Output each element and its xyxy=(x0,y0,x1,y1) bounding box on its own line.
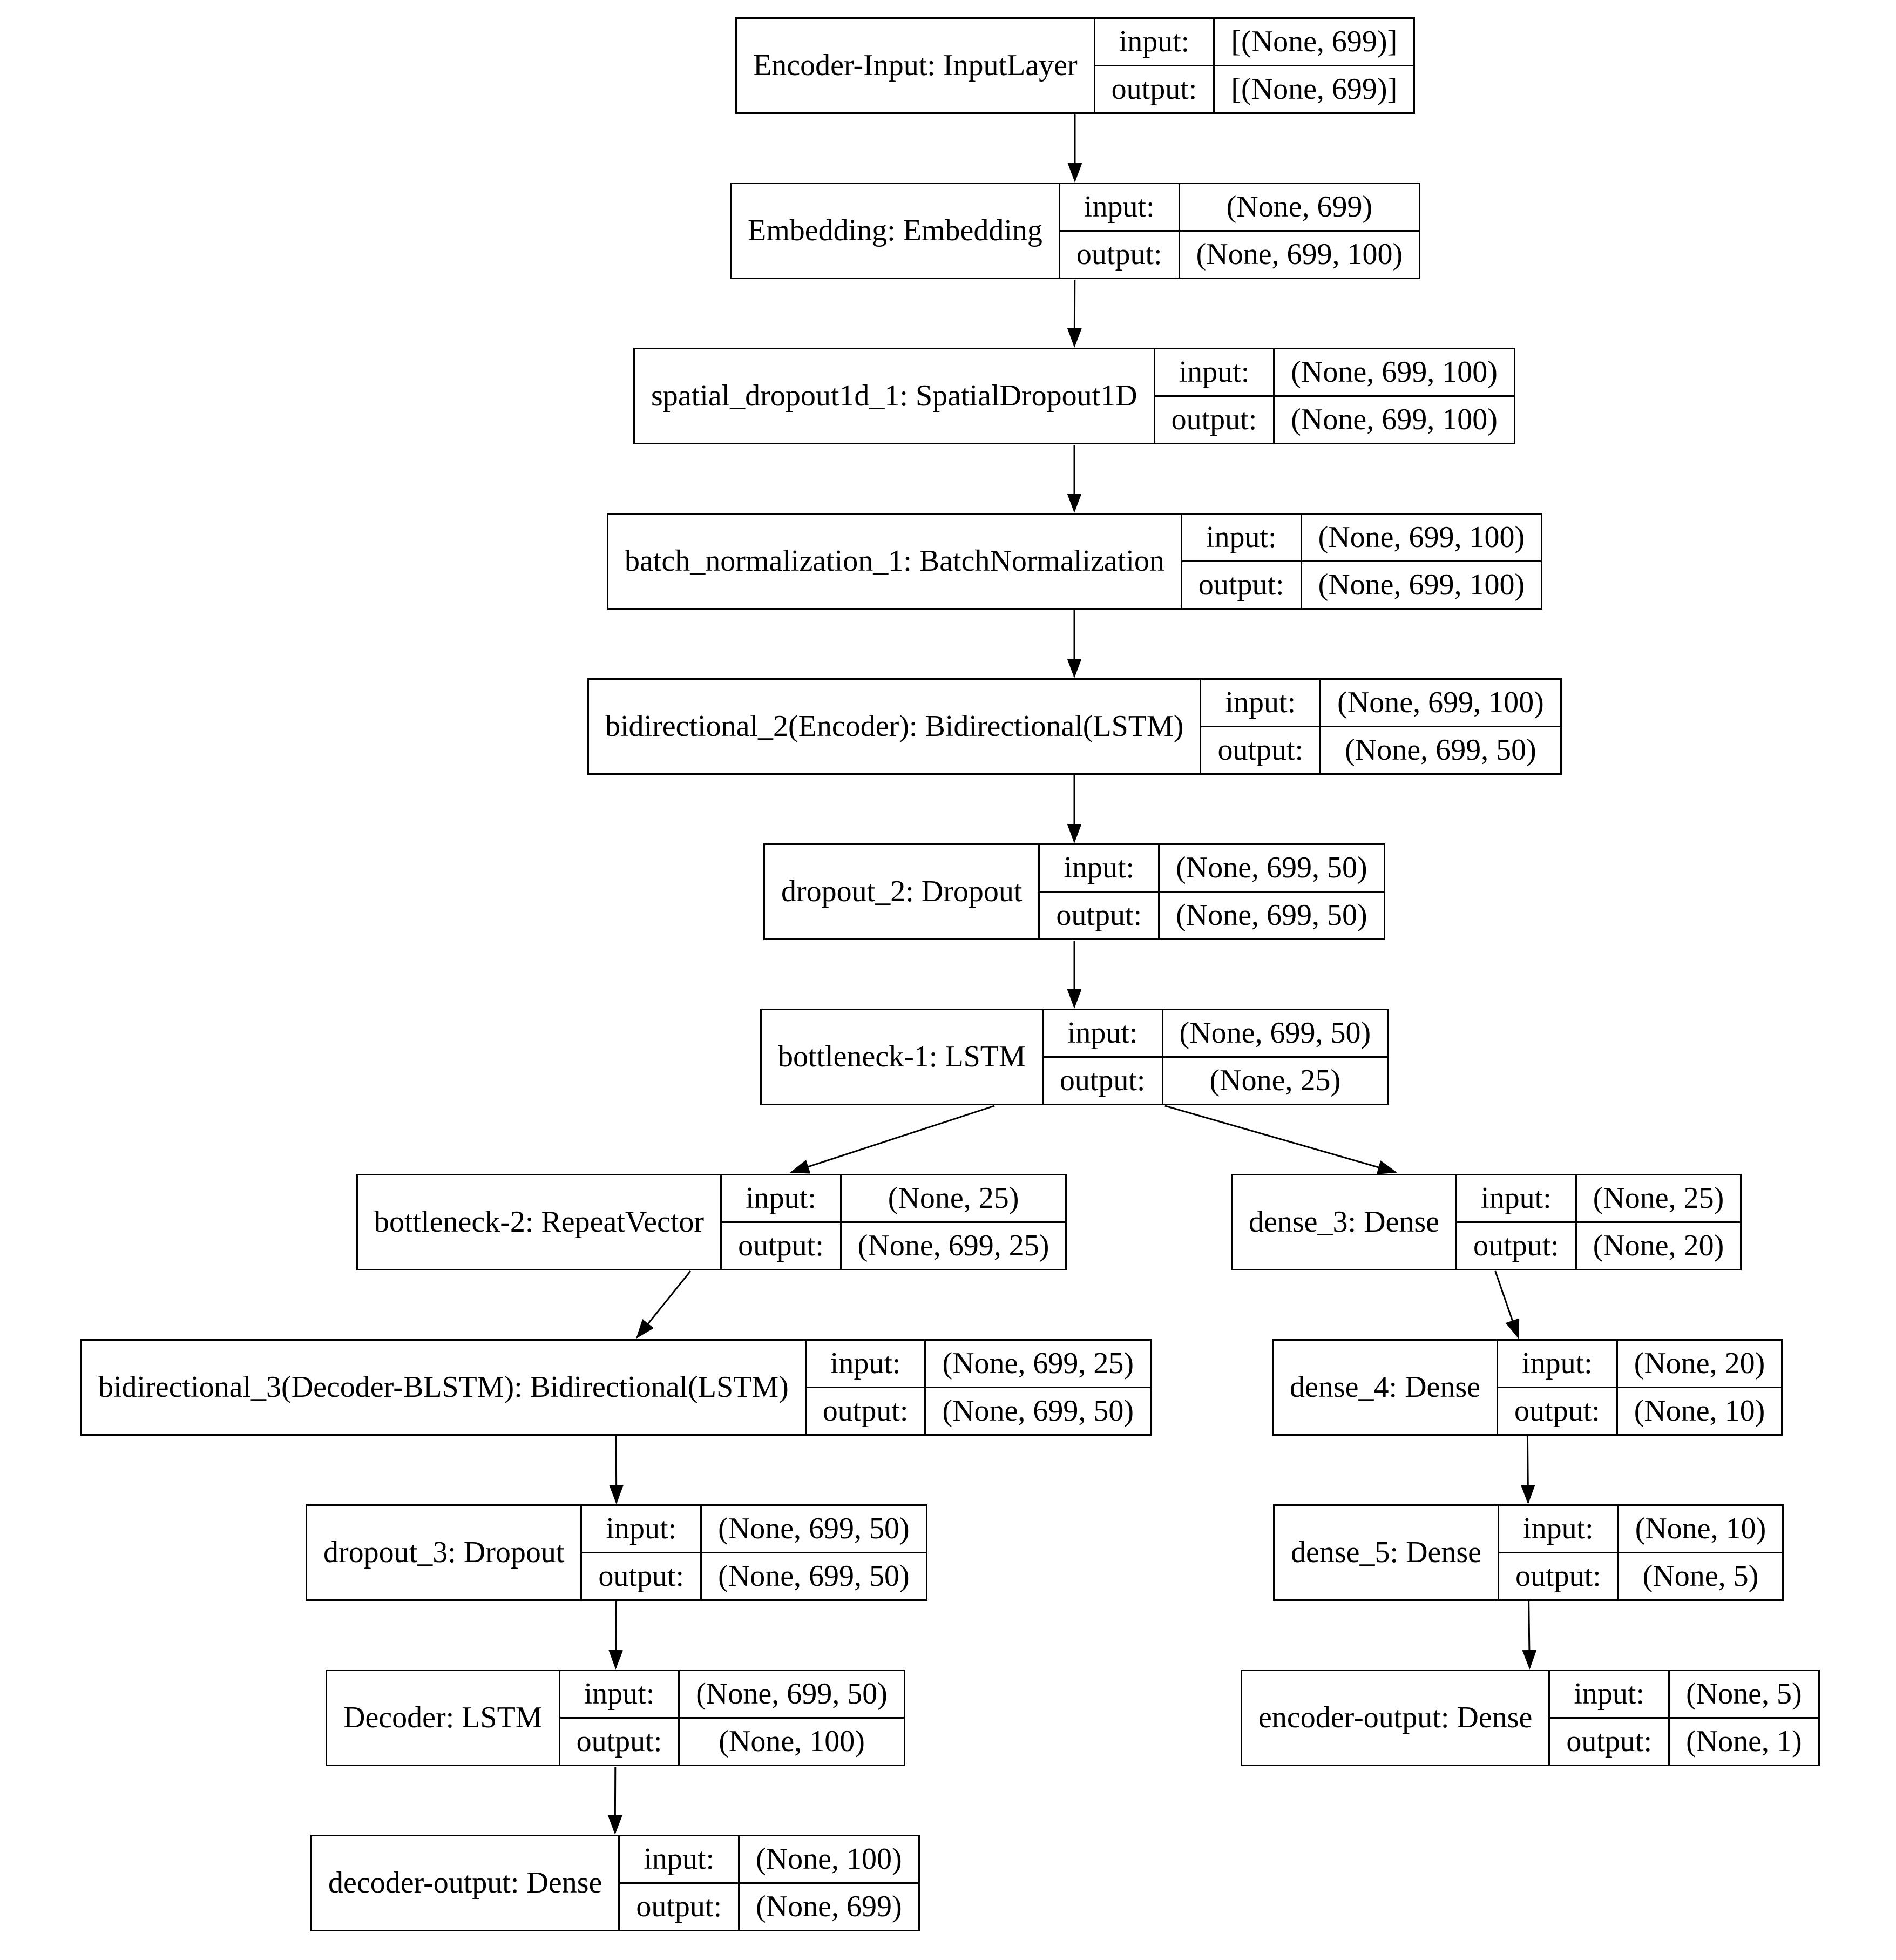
output-shape: (None, 699, 50) xyxy=(1321,726,1561,774)
layer-node-spatial-dropout1d-1 xyxy=(633,348,1515,444)
layer-title: bidirectional_2(Encoder): Bidirectional(LSTM) xyxy=(588,679,1201,774)
output-shape: (None, 100) xyxy=(679,1718,905,1765)
output-label: output: xyxy=(1094,65,1214,113)
output-label: output: xyxy=(1499,1552,1619,1600)
input-shape: (None, 699, 100) xyxy=(1301,514,1542,562)
layer-title: dropout_3: Dropout xyxy=(307,1505,581,1600)
layer-title: Encoder-Input: InputLayer xyxy=(736,18,1095,113)
edge-dense-3-to-dense-4 xyxy=(1495,1271,1519,1337)
layer-node-bidirectional-2 xyxy=(587,678,1562,775)
output-shape: (None, 25) xyxy=(1162,1057,1388,1104)
edge-bottleneck-2-to-bidirectional-3 xyxy=(637,1271,690,1337)
input-label: input: xyxy=(1039,844,1159,892)
edge-bidirectional-3-to-dropout-3 xyxy=(616,1436,617,1503)
input-label: input: xyxy=(1499,1505,1619,1553)
layer-node-bidirectional-3 xyxy=(80,1339,1152,1436)
layer-node-embedding xyxy=(730,183,1420,279)
output-shape: (None, 699, 50) xyxy=(925,1387,1151,1435)
input-shape: (None, 699, 50) xyxy=(1162,1010,1388,1057)
layer-node-batch-normalization-1 xyxy=(607,513,1542,610)
output-shape: [(None, 699)] xyxy=(1214,65,1414,113)
layer-title: bottleneck-1: LSTM xyxy=(761,1010,1043,1105)
output-label: output: xyxy=(1498,1387,1617,1435)
input-shape: (None, 25) xyxy=(1576,1175,1741,1222)
layer-title: encoder-output: Dense xyxy=(1242,1671,1549,1766)
layer-node-bottleneck-1 xyxy=(760,1009,1389,1105)
output-label: output: xyxy=(1549,1718,1669,1765)
input-label: input: xyxy=(1457,1175,1576,1222)
output-label: output: xyxy=(1154,396,1274,443)
output-label: output: xyxy=(1059,231,1179,278)
layer-title: bidirectional_3(Decoder-BLSTM): Bidirectional(LSTM) xyxy=(82,1340,806,1435)
input-shape: [(None, 699)] xyxy=(1214,18,1414,66)
layer-title: decoder-output: Dense xyxy=(312,1836,619,1931)
layer-title: batch_normalization_1: BatchNormalization xyxy=(608,514,1182,609)
layer-title: Decoder: LSTM xyxy=(327,1671,560,1766)
output-shape: (None, 1) xyxy=(1669,1718,1819,1765)
output-shape: (None, 699, 100) xyxy=(1274,396,1515,443)
layer-node-dense-5 xyxy=(1273,1504,1784,1601)
input-shape: (None, 5) xyxy=(1669,1671,1819,1718)
edge-embedding-to-spatial-dropout1d-1 xyxy=(1074,280,1075,346)
output-shape: (None, 20) xyxy=(1576,1222,1741,1269)
output-label: output: xyxy=(1039,891,1159,939)
input-label: input: xyxy=(1154,349,1274,396)
output-shape: (None, 699, 50) xyxy=(701,1552,927,1600)
input-shape: (None, 699, 100) xyxy=(1321,679,1561,727)
layer-title: dropout_2: Dropout xyxy=(764,844,1039,940)
edge-bottleneck-1-to-bottleneck-2 xyxy=(791,1106,994,1172)
output-label: output: xyxy=(581,1552,701,1600)
edge-dense-5-to-encoder-output xyxy=(1529,1601,1530,1668)
input-shape: (None, 699, 25) xyxy=(925,1340,1151,1388)
output-shape: (None, 699, 25) xyxy=(841,1222,1066,1269)
layer-node-dense-3 xyxy=(1231,1174,1742,1270)
layer-title: dense_3: Dense xyxy=(1232,1175,1457,1270)
layer-node-encoder-input xyxy=(735,17,1415,114)
output-label: output: xyxy=(1457,1222,1576,1269)
output-shape: (None, 699, 100) xyxy=(1179,231,1420,278)
edge-bottleneck-1-to-dense-3 xyxy=(1165,1106,1396,1172)
output-label: output: xyxy=(721,1222,841,1269)
input-label: input: xyxy=(1181,514,1301,562)
layer-node-decoder xyxy=(326,1670,905,1766)
edge-dropout-3-to-decoder xyxy=(615,1601,616,1668)
input-shape: (None, 100) xyxy=(739,1836,919,1883)
input-shape: (None, 20) xyxy=(1617,1340,1782,1388)
output-label: output: xyxy=(1181,561,1301,609)
layer-node-dropout-2 xyxy=(763,843,1385,940)
input-label: input: xyxy=(559,1671,679,1718)
output-label: output: xyxy=(619,1883,739,1930)
input-label: input: xyxy=(721,1175,841,1222)
input-shape: (None, 699, 50) xyxy=(1159,844,1385,892)
layer-title: bottleneck-2: RepeatVector xyxy=(357,1175,721,1270)
layer-title: dense_4: Dense xyxy=(1273,1340,1498,1435)
input-shape: (None, 699, 100) xyxy=(1274,349,1515,396)
input-label: input: xyxy=(1549,1671,1669,1718)
layer-node-bottleneck-2 xyxy=(356,1174,1067,1270)
input-label: input: xyxy=(1042,1010,1162,1057)
output-label: output: xyxy=(1201,726,1321,774)
input-label: input: xyxy=(1201,679,1321,727)
input-label: input: xyxy=(619,1836,739,1883)
input-shape: (None, 699, 50) xyxy=(679,1671,905,1718)
input-shape: (None, 699, 50) xyxy=(701,1505,927,1553)
layer-title: Embedding: Embedding xyxy=(731,184,1060,279)
input-label: input: xyxy=(581,1505,701,1553)
layer-title: dense_5: Dense xyxy=(1274,1505,1499,1600)
output-label: output: xyxy=(805,1387,925,1435)
input-shape: (None, 699) xyxy=(1179,184,1420,231)
input-label: input: xyxy=(1498,1340,1617,1388)
layer-title: spatial_dropout1d_1: SpatialDropout1D xyxy=(634,349,1155,444)
input-label: input: xyxy=(805,1340,925,1388)
layer-node-decoder-output xyxy=(310,1835,920,1931)
input-label: input: xyxy=(1094,18,1214,66)
input-label: input: xyxy=(1059,184,1179,231)
layer-node-dense-4 xyxy=(1272,1339,1783,1436)
output-label: output: xyxy=(1042,1057,1162,1104)
layer-node-dropout-3 xyxy=(306,1504,927,1601)
edge-dense-4-to-dense-5 xyxy=(1527,1436,1528,1503)
output-shape: (None, 10) xyxy=(1617,1387,1782,1435)
output-shape: (None, 5) xyxy=(1618,1552,1783,1600)
output-shape: (None, 699, 100) xyxy=(1301,561,1542,609)
output-shape: (None, 699) xyxy=(739,1883,919,1930)
input-shape: (None, 10) xyxy=(1618,1505,1783,1553)
layer-node-encoder-output xyxy=(1241,1670,1820,1766)
output-label: output: xyxy=(559,1718,679,1765)
output-shape: (None, 699, 50) xyxy=(1159,891,1385,939)
input-shape: (None, 25) xyxy=(841,1175,1066,1222)
